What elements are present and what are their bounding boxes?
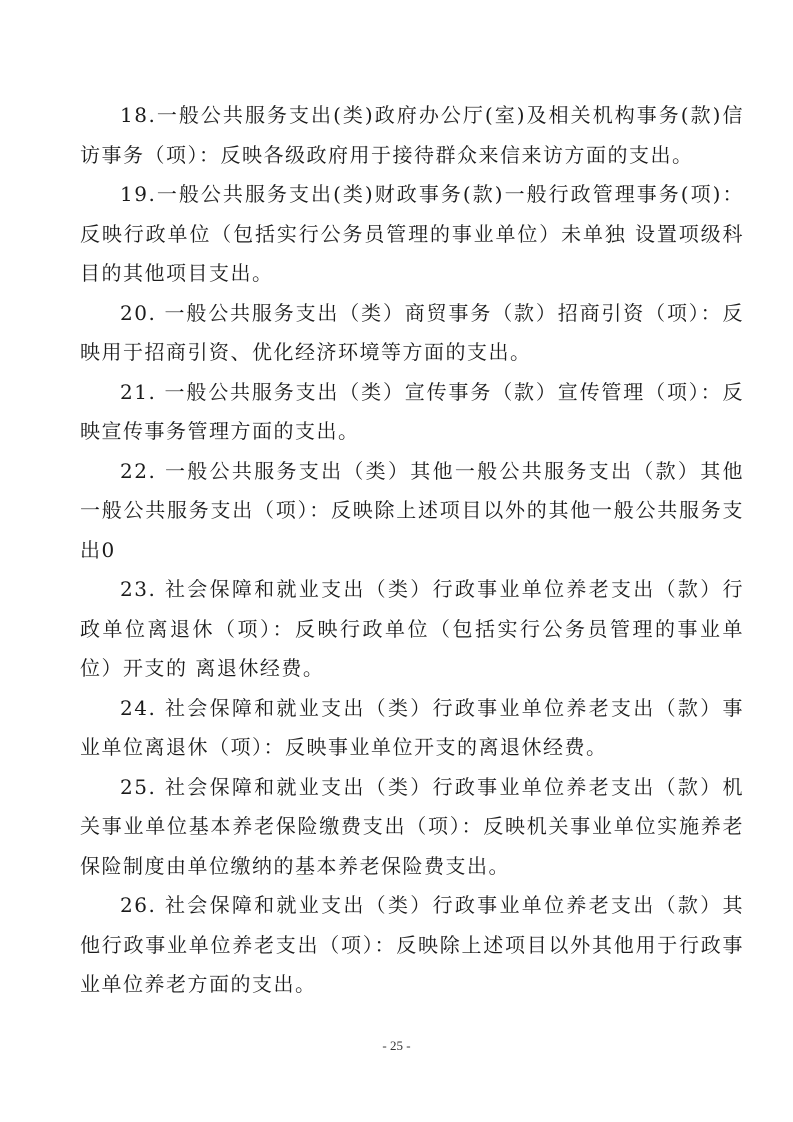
paragraph-24: 24. 社会保障和就业支出（类）行政事业单位养老支出（款）事业单位离退休（项）：反映事业单位开支的离退休经费。: [80, 695, 744, 759]
paragraph-22: 22. 一般公共服务支出（类）其他一般公共服务支出（款）其他一般公共服务支出（项）：反映除上述项目以外的其他一般公共服务支出0: [80, 458, 744, 562]
paragraph-19: 19.一般公共服务支出(类)财政事务(款)一般行政管理事务(项)：反映行政单位（包括实行公务员管理的事业单位）未单独 设置项级科目的其他项目支出。: [80, 182, 744, 285]
paragraph-18: 18.一般公共服务支出(类)政府办公厅(室)及相关机构事务(款)信访事务（项）：反映各级政府用于接待群众来信来访方面的支出。: [80, 103, 744, 167]
paragraph-23: 23. 社会保障和就业支出（类）行政事业单位养老支出（款）行政单位离退休（项）：反映行政单位（包括实行公务员管理的事业单位）开支的 离退休经费。: [80, 577, 744, 680]
page-number: - 25 -: [382, 1038, 411, 1053]
document-body: [80, 96, 744, 1005]
paragraph-21: 21. 一般公共服务支出（类）宣传事务（款）宣传管理（项）：反映宣传事务管理方面的支出。: [80, 379, 744, 443]
paragraph-20: 20. 一般公共服务支出（类）商贸事务（款）招商引资（项）：反映用于招商引资、优化经济环境等方面的支出。: [80, 300, 744, 364]
paragraph-26: 26. 社会保障和就业支出（类）行政事业单位养老支出（款）其他行政事业单位养老支出（项）：反映除上述项目以外其他用于行政事业单位养老方面的支出。: [80, 893, 744, 996]
paragraph-25: 25. 社会保障和就业支出（类）行政事业单位养老支出（款）机关事业单位基本养老保险缴费支出（项）：反映机关事业单位实施养老保险制度由单位缴纳的基本养老保险费支出。: [80, 774, 744, 878]
